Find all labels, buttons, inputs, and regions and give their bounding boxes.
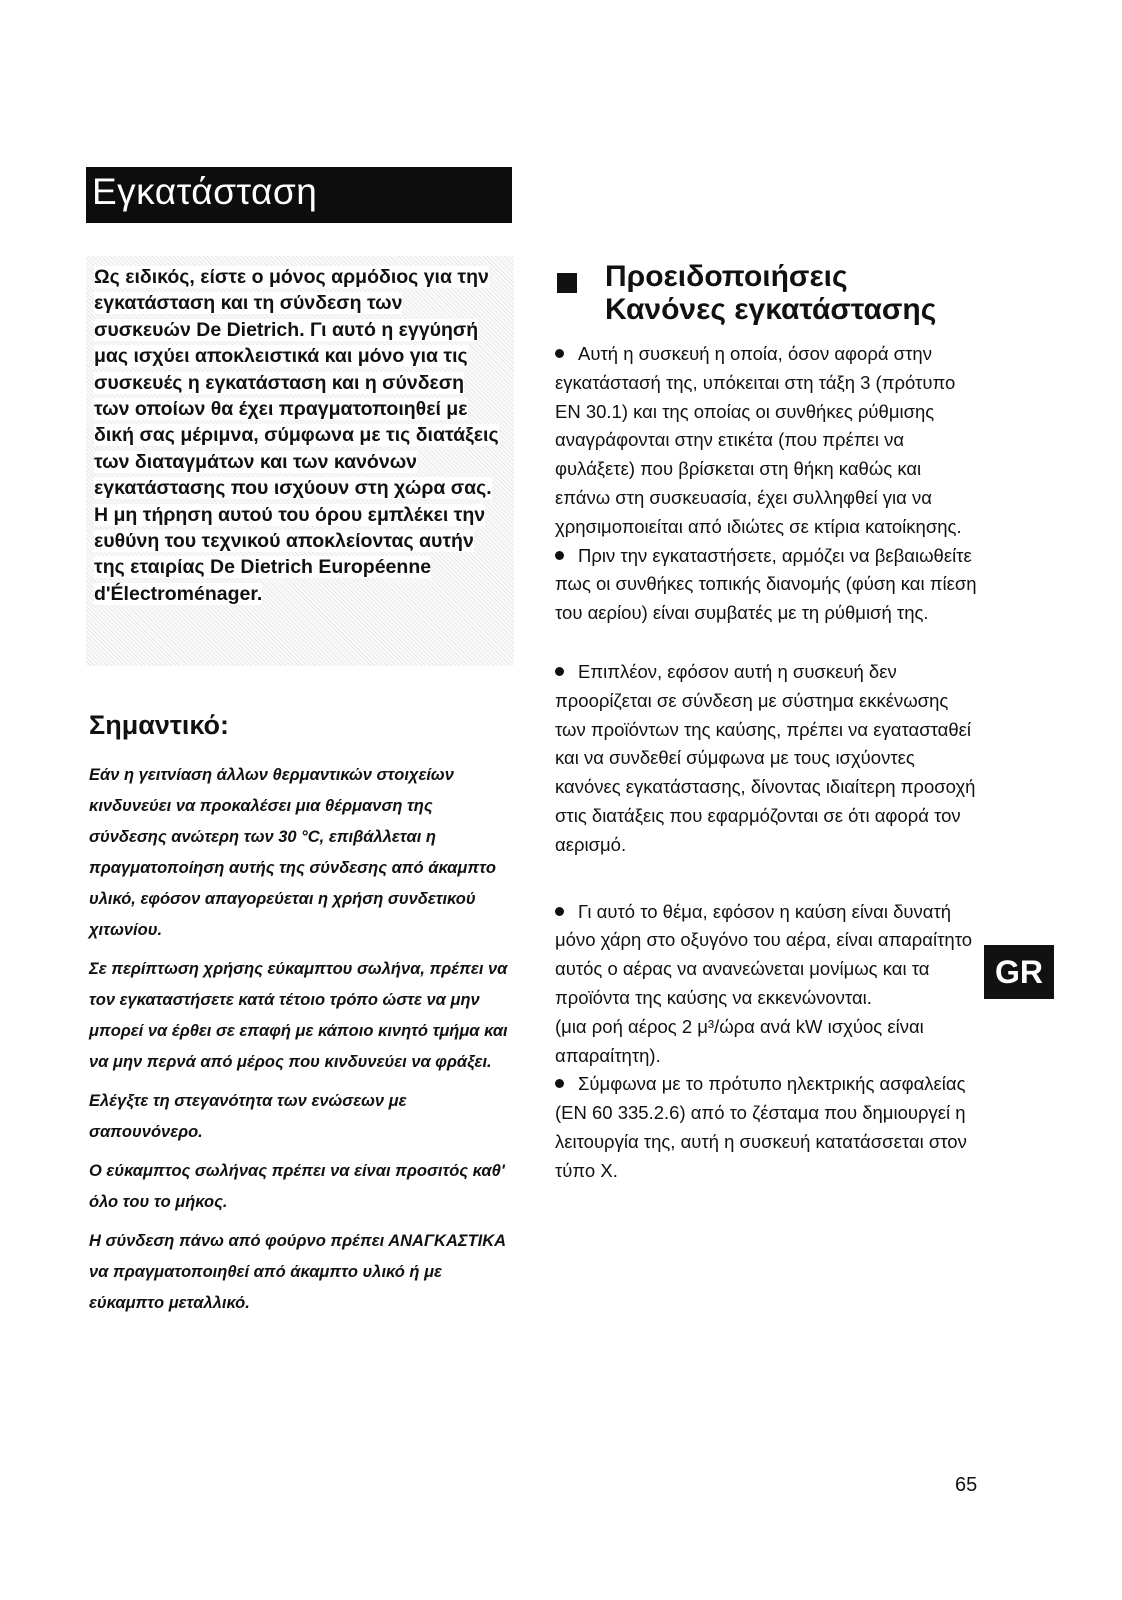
bullet-icon — [555, 907, 564, 916]
bullet-icon — [555, 551, 564, 560]
installer-notice-text: Ως ειδικός, είστε ο μόνος αρμόδιος για την εγκατάσταση και τη σύνδεση των συσκευών De Dietrich. Γι αυτό η εγγύησή μας ισχύει αποκλειστικά και μόνο για τις συσκευές η εγκατάσταση και η σύνδεση των οποίων θα έχει πραγματοποιηθεί με δική σας μέριμνα, σύμφωνα με τις διατάξεις των διαταγμάτων και των κανόνων εγκατάστασης που ισχύουν στη χώρα σας. Η μη τήρηση αυτού του όρου εμπλέκει την ευθύνη του τεχνικού αποκλείοντας αυτήν της εταιρίας De Dietrich Européenne d'Électroménager. — [94, 266, 499, 605]
warning-item — [555, 1070, 980, 1185]
warning-text: Επιπλέον, εφόσον αυτή η συσκευή δεν προορίζεται σε σύνδεση με σύστημα εκκένωσης των προϊόντων της καύσης, πρέπει να εγατασταθεί και να συνδεθεί σύμφωνα με τους ισχύοντες κανόνες εγκατάστασης, δίνοντας ιδιαίτερη προσοχή στις διατάξεις που εφαρμόζονται σε ότι αφορά τον αερισμό. — [555, 660, 976, 855]
language-tab-badge — [984, 945, 1054, 999]
warning-item — [555, 898, 980, 1013]
language-tab-label: GR — [995, 953, 1043, 990]
warnings-heading-block — [557, 260, 997, 326]
important-paragraph: Εάν η γειτνίαση άλλων θερμαντικών στοιχείων κινδυνεύει να προκαλέσει μια θέρμανση της σύνδεσης ανώτερη των 30 °C, επιβάλλεται η πραγματοποίηση αυτής της σύνδεσης από άκαμπτο υλικό, εφόσον απαγορεύεται η χρήση συνδετικού χιτωνίου. — [89, 766, 496, 939]
important-paragraph: Η σύνδεση πάνω από φούρνο πρέπει ΑΝΑΓΚΑΣΤΙΚΑ να πραγματοποιηθεί από άκαμπτο υλικό ή με εύκαμπτο μεταλλικό. — [89, 1232, 506, 1312]
warning-item — [555, 542, 980, 628]
bullet-icon — [555, 1079, 564, 1088]
warning-text: Πριν την εγκαταστήσετε, αρμόζει να βεβαιωθείτε πως οι συνθήκες τοπικής διανομής (φύση και πίεση του αερίου) είναι συμβατές με τη ρύθμισή της. — [555, 544, 977, 624]
section-title: Εγκατάσταση — [92, 171, 318, 212]
important-paragraph: Σε περίπτωση χρήσης εύκαμπτου σωλήνα, πρέπει να τον εγκαταστήσετε κατά τέτοιο τρόπο ώστε να μην μπορεί να έρθει σε επαφή με κάποιο κινητό τμήμα και να μην περνά από μέρος που κινδυνεύει να φράξει. — [89, 960, 508, 1071]
black-square-icon — [557, 273, 577, 293]
page-number: 65 — [955, 1474, 978, 1496]
bullet-icon — [555, 667, 564, 676]
warning-note: (μια ροή αέρος 2 μ³/ώρα ανά kW ισχύος είναι απαραίτητη). — [555, 1015, 924, 1066]
warnings-section — [555, 340, 980, 1186]
warning-text: Αυτή η συσκευή η οποία, όσον αφορά στην εγκατάστασή της, υπόκειται στη τάξη 3 (πρότυπο EN 30.1) και της οποίας οι συνθήκες ρύθμισης αναγράφονται στην ετικέτα (που πρέπει να φυλάξετε) που βρίσκεται στη θήκη καθώς και επάνω στη συσκευασία, έχει συλληφθεί για να χρησιμοποιείται από ιδιώτες σε κτίρια κατοίκησης. — [555, 343, 962, 537]
warning-text: Σύμφωνα με το πρότυπο ηλεκτρικής ασφαλείας (EN 60 335.2.6) από το ζέσταμα που δημιουργεί η λειτουργία της, αυτή η συσκευή κατατάσσεται στον τύπο X. — [555, 1073, 967, 1181]
warning-item — [555, 340, 980, 542]
warnings-heading-line1: Προειδοποιήσεις — [605, 260, 848, 293]
warnings-heading — [605, 260, 997, 326]
important-paragraph: Ελέγξτε τη στεγανότητα των ενώσεων με σαπουνόνερο. — [89, 1092, 407, 1141]
important-section — [89, 760, 513, 1327]
warning-item — [555, 658, 980, 860]
bullet-icon — [555, 349, 564, 358]
section-title-bar — [86, 167, 512, 223]
warnings-heading-line2: Κανόνες εγκατάστασης — [605, 293, 937, 326]
important-paragraph: Ο εύκαμπτος σωλήνας πρέπει να είναι προσιτός καθ' όλο του το μήκος. — [89, 1162, 505, 1211]
warning-text: Γι αυτό το θέμα, εφόσον η καύση είναι δυνατή μόνο χάρη στο οξυγόνο του αέρα, είναι απαραίτητο αυτός ο αέρας να ανανεώνεται μονίμως και τα προϊόντα της καύσης να εκκενώνονται. — [555, 900, 973, 1008]
installer-notice-box — [86, 256, 514, 666]
important-heading: Σημαντικό: — [89, 710, 230, 740]
